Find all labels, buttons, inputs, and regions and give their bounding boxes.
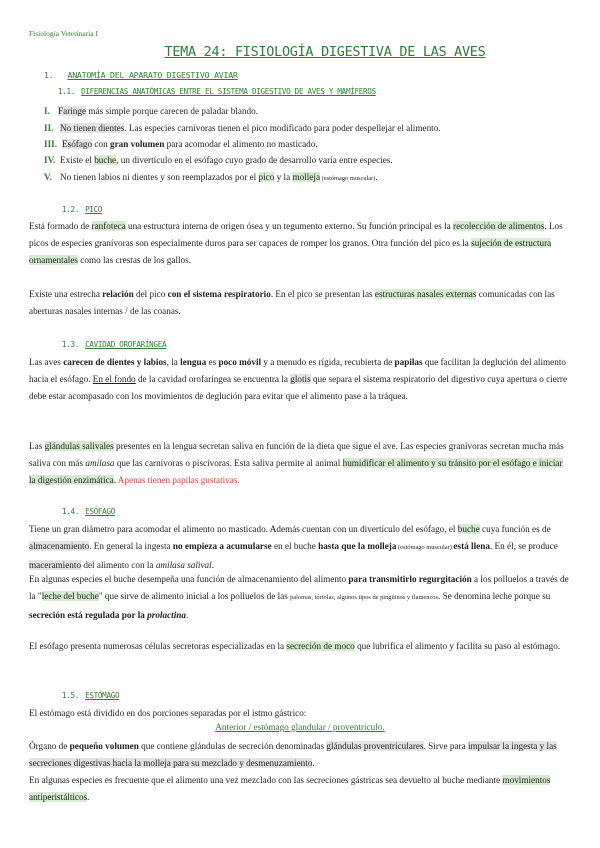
- text: , la: [166, 357, 181, 367]
- section-title: PICO: [85, 205, 103, 214]
- small-note: (estómago muscular): [320, 175, 376, 182]
- subheading-proventriculo: Anterior / estómago glandular / proventrículo.: [215, 722, 385, 732]
- list-text: .: [375, 172, 378, 182]
- paragraph-eso-3: [29, 638, 570, 655]
- italic-term: prolactina: [147, 609, 186, 620]
- paragraph-eso-1: [29, 521, 570, 573]
- text: una estructura interna de origen ósea y un tegumento externo. Su función principal es la: [125, 221, 454, 231]
- text: El esófago presenta numerosas células secretoras especializadas en la: [29, 641, 287, 651]
- section-number: 1.: [44, 70, 54, 80]
- italic-term: amilasa salival: [155, 559, 212, 570]
- highlighted-term: sujeción de estructura ornamentales: [29, 237, 552, 265]
- highlighted-term: glándulas proventriculares: [326, 741, 424, 751]
- text: que las carnívoras o piscívoras. Esta saliva permite al animal: [114, 457, 343, 468]
- highlighted-term: glotis: [290, 373, 311, 384]
- running-header: Fisiología Veterinaria I: [29, 29, 99, 38]
- list-text: para acomodar el alimento no masticado.: [164, 139, 318, 149]
- text: Está formado de: [29, 221, 92, 231]
- page-title: TEMA 24: FISIOLOGÍA DIGESTIVA DE LAS AVES: [164, 44, 486, 60]
- highlighted-term: buche: [457, 524, 480, 534]
- text: .: [87, 791, 90, 802]
- bold-term: con el sistema respiratorio: [167, 289, 271, 299]
- section-title: ESTÓMAGO: [85, 691, 120, 700]
- list-item: [44, 154, 393, 167]
- highlighted-term: maceramiento: [29, 559, 82, 570]
- highlighted-term: molleja: [292, 172, 321, 182]
- underlined-term: En el fondo: [92, 373, 136, 384]
- paragraph-oro-1: [29, 354, 570, 404]
- bold-term: poco móvil: [218, 357, 262, 367]
- paragraph-esto-1: [29, 705, 570, 722]
- small-note: (estómago muscular): [396, 543, 454, 551]
- bold-term: lengua: [180, 357, 207, 367]
- text: Existe una estrecha: [29, 289, 103, 299]
- section-number: 1.2.: [62, 205, 80, 214]
- text: . En el pico se presentan las: [270, 289, 375, 299]
- highlighted-term: ranfoteca: [91, 221, 126, 231]
- red-note: Apenas tienen papilas gustativas.: [117, 474, 240, 485]
- list-item: [44, 122, 441, 135]
- text: comunicadas con las aberturas nasales internas / de las coanas.: [29, 289, 555, 316]
- section-heading-1-4: [62, 507, 115, 516]
- text: y a menudo es rígida, recubierta de: [261, 357, 395, 367]
- text: de la cavidad orofaríngea se encuentra la: [135, 373, 291, 384]
- text: En algunas especies el buche desempeña una función de almacenamiento del alimento: [29, 574, 349, 584]
- section-title: DIFERENCIAS ANATÓMICAS ENTRE EL SISTEMA DIGESTIVO DE AVES Y MAMÍFEROS: [81, 87, 376, 96]
- text: El estómago está dividido en dos porciones separadas por el istmo gástrico:: [29, 708, 307, 718]
- text: en el buche: [271, 540, 319, 551]
- section-number: 1.4.: [62, 507, 80, 516]
- italic-term: amilasa: [85, 457, 115, 468]
- list-text: . Las especies carnívoras tienen el pico modificado para poder despellejar el alimento.: [124, 123, 441, 133]
- text: que facilitan la deglución del alimento hacia el esófago.: [29, 357, 566, 384]
- highlighted-term: pico: [258, 172, 275, 182]
- list-text: No tienen labios ni dientes y son reemplazados por el: [60, 172, 259, 182]
- highlighted-term: almacenamiento: [29, 540, 90, 551]
- section-number: 1.3.: [62, 340, 80, 349]
- text: .: [211, 559, 215, 570]
- bold-term: carecen de dientes y labios: [63, 357, 167, 367]
- highlighted-term: secreción de moco: [286, 641, 355, 651]
- section-heading-1-5: [62, 691, 119, 700]
- text: Las aves: [29, 357, 64, 367]
- text: cuya función es de: [479, 524, 551, 534]
- text: que contiene glándulas de secreción denominadas: [138, 741, 327, 751]
- section-heading-1-3: [62, 340, 166, 349]
- highlighted-term: movimientos antiperistálticos: [29, 775, 551, 802]
- section-number: 1.5.: [62, 691, 80, 700]
- text: .: [113, 474, 118, 485]
- bold-term: hasta que la molleja: [318, 540, 397, 551]
- bold-term: secreción está regulada por la: [29, 609, 148, 620]
- text: . Los picos de especies granívoras son especialmente duros para ser capaces de romper los granos. Otra función del pico es la: [29, 221, 563, 248]
- highlighted-term: glándulas salivales: [44, 441, 114, 451]
- highlighted-term: recolección de alimentos: [453, 221, 545, 231]
- highlighted-term: estructuras nasales externas: [374, 289, 477, 299]
- text: del alimento con la: [81, 559, 156, 570]
- text: presentes en la lengua secretan saliva en función de la dieta que sigue el ave. Las especies granívoras secretan mucha más saliva con más: [29, 441, 564, 468]
- section-heading-1-2: [62, 205, 102, 214]
- list-text: más simple porque carecen de paladar blando.: [86, 106, 259, 116]
- bold-term: pequeño volumen: [69, 741, 139, 751]
- list-marker: III.: [44, 139, 58, 149]
- paragraph-eso-2: [29, 571, 570, 623]
- section-title: CAVIDAD OROFARÍNGEA: [85, 340, 167, 349]
- text: Tiene un gran diámetro para acomodar el alimento no masticado. Además cuentan con un divertículo del esófago, el: [29, 524, 458, 534]
- highlighted-term: No tienen dientes: [60, 123, 125, 133]
- highlighted-term: buche: [94, 155, 117, 165]
- text: En algunas especies es frecuente que el alimento una vez mezclado con las secreciones gástricas sea devuelto al buche mediante: [29, 775, 503, 785]
- highlighted-term: leche del buche: [41, 590, 99, 601]
- paragraph-esto-2: [29, 738, 570, 772]
- highlighted-term: Faringe: [58, 106, 87, 116]
- text: . Se denomina leche porque su: [437, 590, 551, 601]
- bold-term: no empieza a acumularse: [172, 540, 272, 551]
- list-item: [44, 105, 258, 118]
- highlighted-term: impulsar la ingesta y las secreciones digestivas hacia la molleja para su mezclado y desmenuzamiento: [29, 741, 557, 768]
- text: .: [312, 757, 315, 768]
- list-marker: IV.: [44, 155, 56, 165]
- bold-term: papilas: [394, 357, 423, 367]
- section-title: ESÓFAGO: [85, 507, 115, 516]
- bold-term: gran volumen: [109, 139, 165, 149]
- text: " que sirve de alimento inicial a los polluelos de las: [98, 590, 291, 601]
- text: .: [185, 609, 189, 620]
- list-text: Existe el: [60, 155, 95, 165]
- text: que separa el sistema respiratorio del digestivo cuya apertura o cierre debe estar acompasado con los movimientos de deglución para evitar que el alimento pase a la tráquea.: [29, 373, 568, 401]
- text: es: [206, 357, 219, 367]
- text: a los polluelos a través de la ": [29, 574, 569, 601]
- small-note: palomas, tórtolas, algunos tipos de pingüinos y flamencos: [290, 593, 438, 601]
- paragraph-esto-3: [29, 772, 570, 806]
- text: que lubrifica el alimento y facilita su paso al estómago.: [354, 641, 561, 651]
- section-title: ANATOMÍA DEL APARATO DIGESTIVO AVIAR: [67, 70, 238, 80]
- section-heading-1: [44, 70, 238, 80]
- text: . En general la ingesta: [89, 540, 173, 551]
- section-number: 1.1.: [58, 87, 76, 96]
- highlighted-term: Esófago: [62, 139, 93, 149]
- text: como las crestas de los gallos.: [77, 254, 192, 265]
- list-text: y la: [274, 172, 293, 182]
- bold-term: relación: [102, 289, 134, 299]
- section-heading-1-1: [58, 87, 376, 96]
- text: . Sirve para: [423, 741, 468, 751]
- text: Las: [29, 441, 45, 451]
- list-marker: I.: [44, 106, 50, 116]
- list-text: , un divertículo en el esófago cuyo grado de desarrollo varía entre especies.: [116, 155, 393, 165]
- paragraph-pico-1: [29, 218, 570, 268]
- text: . En él, se produce: [489, 540, 558, 551]
- bold-term: está llena: [453, 540, 490, 551]
- list-marker: V.: [44, 172, 52, 182]
- paragraph-oro-2: [29, 438, 570, 488]
- paragraph-pico-2: [29, 286, 570, 320]
- list-marker: II.: [44, 123, 54, 133]
- text: Órgano de: [29, 741, 70, 751]
- text: del pico: [133, 289, 168, 299]
- highlighted-term: humidificar el alimento y su tránsito por el esófago e iniciar la digestión enzimática: [29, 457, 563, 485]
- list-item: [44, 138, 318, 151]
- bold-term: para transmitirlo regurgitación: [348, 574, 472, 584]
- list-item: [44, 171, 378, 185]
- list-text: con: [92, 139, 110, 149]
